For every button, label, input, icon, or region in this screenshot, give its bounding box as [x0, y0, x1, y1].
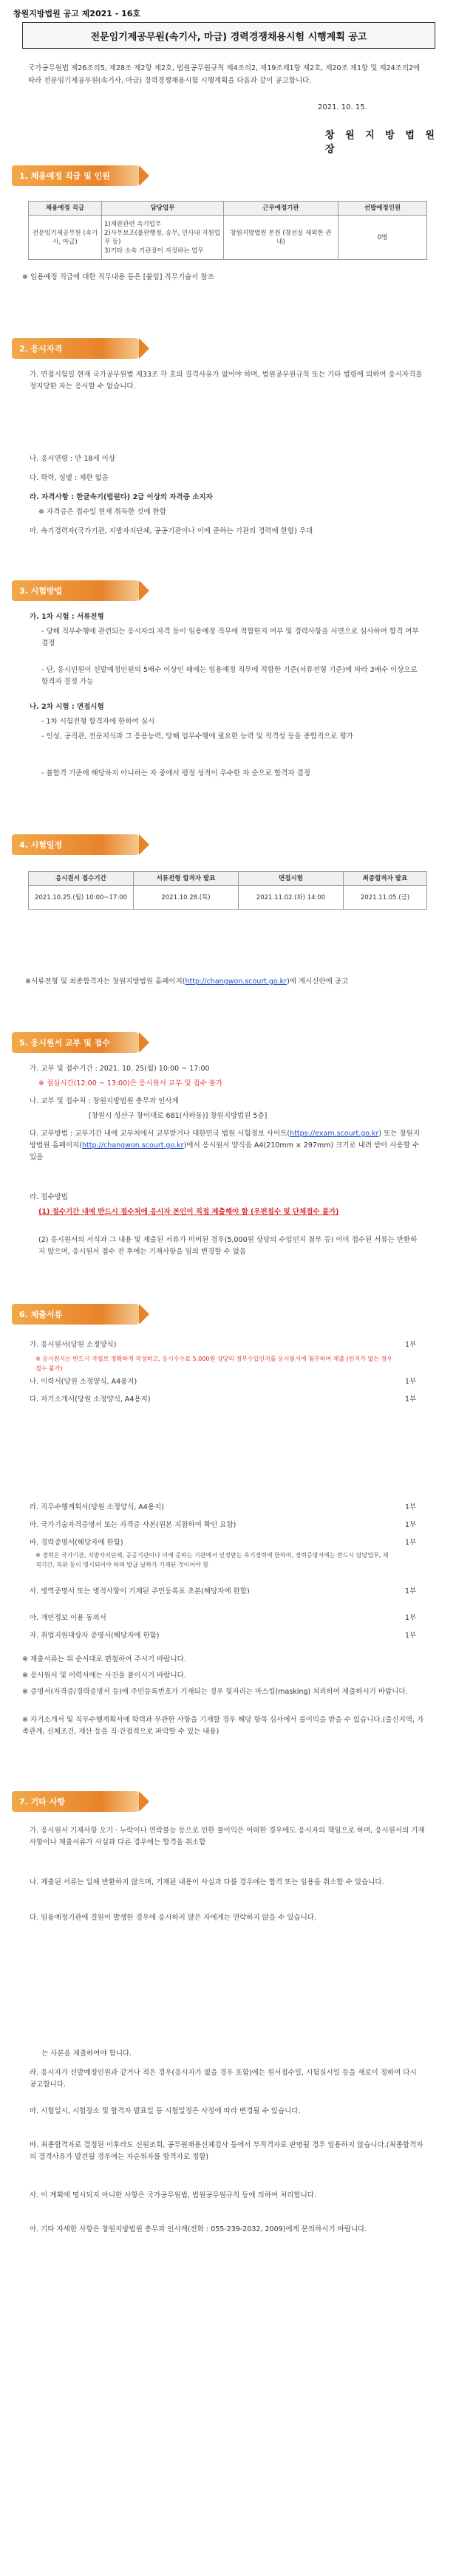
table-header: 서류전형 합격자 발표 — [134, 872, 239, 886]
table-cell-count: 0명 — [338, 216, 427, 260]
table-row — [29, 216, 427, 260]
section-2-title: 2. 응시자격 — [19, 344, 63, 354]
table-header-row — [29, 202, 427, 216]
application-address: [창원시 성산구 창이대로 681(사파동)] 창원지방법원 5층] — [89, 1112, 268, 1120]
document-note: ※ 경력은 국가기관, 지방자치단체, 공공기관이나 이에 준하는 기관에서 인정받는 속기경력에 한하며, 경력증명서에는 반드시 담당업무, 재직기간, 직위 등이 명시되어야 하며 발급 날짜가 기재된 것이어야 함 — [35, 1552, 389, 1568]
section-5-header — [12, 1032, 139, 1053]
document-count: 1부 — [405, 1539, 417, 1547]
document-count: 1부 — [405, 1503, 417, 1511]
section-3-title: 3. 시험방법 — [19, 586, 63, 596]
duty-item: 3)기타 소속 기관장이 지정하는 업무 — [104, 247, 204, 255]
table-cell: 2021.11.02.(화) 14:00 — [239, 886, 344, 910]
eligibility-ma: 마. 속기경력자(국가기관, 지방자치단체, 공공기관이나 이에 준하는 기관의 경력에 한함) 우대 — [30, 527, 313, 535]
section-arrow-icon — [139, 580, 149, 601]
signer: 창 원 지 방 법 원 장 — [325, 130, 438, 155]
application-place: 나. 교부 및 접수처 : 창원지방법원 총무과 인사계 — [30, 1097, 179, 1105]
table-cell-duties — [102, 216, 224, 260]
section-arrow-icon — [139, 1791, 149, 1812]
table-header: 면접시험 — [239, 872, 344, 886]
duty-item: 2)사무보조(물판행정, 송무, 민사내 지원업무 등) — [104, 229, 220, 246]
document-item: 자. 취업지원대상자 증명서(해당자에 한함) — [30, 1632, 160, 1640]
section-1-note: ※ 임용예정 직급에 대한 직무내용 등은 [붙임] 직무기술서 참조 — [22, 273, 214, 281]
application-period: 가. 교부 및 접수기간 : 2021. 10. 25(월) 10:00 ~ 17:00 — [30, 1065, 210, 1073]
document-item: 마. 국가기술자격증명서 또는 자격증 사본(원본 지참하여 확인 요함) — [30, 1521, 236, 1529]
section-arrow-icon — [139, 338, 149, 359]
table-header: 담당업무 — [102, 202, 224, 216]
misc-item: 가. 응시원서 기재사항 오기 · 누락이나 연락불능 등으로 인한 불이익은 어떠한 경우에도 응시자의 책임으로 하며, 응시원서의 기재사항이나 제출서류가 사실과 다른 경우에는 합격을 취소함 — [30, 1827, 425, 1847]
misc-item: 다. 임용예정기관에 결원이 발생한 경우에 응시하지 않은 자에게는 연락하지 않을 수 있습니다. — [30, 1914, 316, 1922]
document-count: 1부 — [405, 1395, 417, 1404]
section-1-header — [12, 165, 139, 186]
application-method-text: 다. 교부방법 : 교부기간 내에 교부처에서 교부받거나 대한민국 법원 시험정보 사이트( — [30, 1130, 290, 1138]
submission-rule-2: (2) 응시원서의 서식과 그 내용 및 제출된 서류가 미비된 경우(5,000원 상당의 수입인지 첨부 등) 이미 접수된 서류는 반환하지 않으며, 응시원서 접수 전 후에는 기재사항을 임의 변경할 수 없음 — [38, 1236, 418, 1256]
exam-stage-2-item: - 1차 시험전형 합격자에 한하여 실시 — [41, 718, 155, 726]
document-count: 1부 — [405, 1632, 417, 1640]
section-2-header — [12, 338, 139, 359]
misc-item: 나. 제출된 서류는 일체 반환하지 않으며, 기재된 내용이 사실과 다를 경우에는 합격 또는 임용을 취소할 수 있습니다. — [30, 1878, 384, 1886]
submission-rule-1: (1) 접수기간 내에 반드시 접수처에 응시자 본인이 직접 제출해야 함 (우편접수 및 단체접수 불가) — [38, 1208, 339, 1216]
document-notes-2: ※ 응시원서 및 이력서에는 사진을 붙이시기 바랍니다. — [22, 1672, 186, 1680]
application-method-text: )에서 응시원서 양식을 A4(210mm × 297mm) 크기로 내려 받아 사용할 수 있음 — [30, 1141, 420, 1161]
misc-item: 아. 기타 자세한 사항은 창원지방법원 총무과 인사계(전화 : 055-239-2032, 2009)에게 문의하시기 바랍니다. — [30, 2225, 367, 2233]
misc-item: 마. 시험일시, 시험장소 및 합격자 발표일 등 시험일정은 사정에 따라 변경될 수 있습니다. — [30, 2107, 301, 2115]
table-header: 근무예정기관 — [224, 202, 338, 216]
document-item: 나. 이력서(당원 소정양식, A4용지) — [30, 1378, 137, 1386]
table-cell-agency: 창원지방법원 본원 (창선실 제외한 관내) — [224, 216, 338, 260]
section-4-header — [12, 834, 139, 855]
misc-item: 사. 이 계획에 명시되지 아니한 사항은 국가공무원법, 법원공무원규칙 등에 의하여 처리합니다. — [30, 2191, 316, 2199]
misc-continuation: 는 사본을 제출하여야 합니다. — [41, 2050, 132, 2058]
section-arrow-icon — [139, 1304, 149, 1325]
notice-title-box — [22, 22, 435, 49]
intro-paragraph: 국가공무원법 제26조의5, 제28조 제2항 제2호, 법원공무원규칙 제4조의2, 제19조제1항 제2호, 제20조 제1항 및 제24조의2에 따라 전문임기제공무원(속기사, 마급) 경력경쟁채용시험 시행계획을 다음과 같이 공고합니다. — [28, 64, 421, 85]
document-note: ※ 응시원서는 반드시 자필로 정확하게 작성하고, 응시수수료 5,000원 상당의 정부수입인지를 응시원서에 첨부하여 제출 (인지가 없는 경우 접수 불가) — [35, 1356, 392, 1372]
schedule-table — [28, 871, 427, 910]
document-item: 아. 개인정보 이용 동의서 — [30, 1614, 106, 1622]
eligibility-da: 다. 학력, 성별 : 제한 없음 — [30, 474, 109, 482]
notice-date: 2021. 10. 15. — [318, 103, 367, 111]
table-header: 최종합격자 발표 — [344, 872, 427, 886]
misc-item: 라. 응시자가 선발예정인원과 같거나 적은 경우(응시자가 없을 경우 포함)에는 원서접수일, 시험실시일 등을 새로이 정하여 다시 공고합니다. — [30, 2069, 417, 2089]
document-item: 라. 직무수행계획서(당원 소정양식, A4용지) — [30, 1503, 164, 1511]
exam-stage-1-item: - 당해 직무수행에 관련되는 응시자의 자격 등이 임용예정 직무에 적합한지 여부 및 경력사항을 서면으로 심사하여 합격 여부 결정 — [41, 628, 419, 648]
eligibility-ra: 라. 자격사항 : 한글속기(법원타) 2급 이상의 자격증 소지자 — [30, 493, 213, 501]
notice-title: 전문임기제공무원(속기사, 마급) 경력경쟁채용시험 시행계획 공고 — [90, 31, 367, 43]
table-cell: 2021.11.05.(금) — [344, 886, 427, 910]
submission-method: 라. 접수방법 — [30, 1193, 68, 1201]
document-count: 1부 — [405, 1614, 417, 1622]
document-count: 1부 — [405, 1587, 417, 1596]
document-count: 1부 — [405, 1521, 417, 1529]
section-1-title: 1. 채용예정 직급 및 인원 — [19, 171, 110, 181]
exam-stage-2-item: - 불합격 기준에 해당하지 아니하는 자 중에서 평정 성적이 우수한 자 순으로 합격자 결정 — [41, 769, 310, 777]
section-5-title: 5. 응시원서 교부 및 접수 — [19, 1038, 110, 1048]
table-header: 채용예정 직급 — [29, 202, 102, 216]
document-notes-1: ※ 제출서류는 위 순서대로 편철하여 주시기 바랍니다. — [22, 1655, 186, 1663]
duty-item: 1)재판관련 속기업무 — [104, 220, 162, 228]
schedule-note-text: ※서류전형 및 최종합격자는 창원지방법원 홈페이지( — [25, 978, 186, 986]
positions-table — [28, 201, 427, 260]
document-item: 사. 병역증명서 또는 병적사항이 기재된 주민등록표 초본(해당자에 한함) — [30, 1587, 250, 1596]
document-item: 바. 경력증명서(해당자에 한함) — [30, 1539, 123, 1547]
exam-stage-2-item: - 인성, 공직관, 전문지식과 그 응용능력, 당해 업무수행에 필요한 능력 및 적격성 등을 종합적으로 평가 — [41, 732, 353, 741]
section-6-header — [12, 1304, 139, 1325]
eligibility-ga: 가. 면접시험일 현재 국가공무원법 제33조 각 호의 결격사유가 없어야 하며, 법원공무원규칙 또는 기타 법령에 의하여 응시자격을 정지당한 자는 응시할 수 없습니다. — [30, 371, 423, 391]
table-cell-grade: 전문임기제공무원 (속기사, 마급) — [29, 216, 102, 260]
document-count: 1부 — [405, 1341, 417, 1349]
notice-number: 창원지방법원 공고 제2021 - 16호 — [13, 9, 141, 18]
application-period-note: ※ 점심시간(12:00 ~ 13:00)은 응시원서 교부 및 접수 불가 — [38, 1079, 223, 1088]
exam-stage-1-item: - 단, 응시인원이 선발예정인원의 5배수 이상인 때에는 임용예정 직무에 적합한 기준(서류전형 기준)에 따라 3배수 이상으로 합격자 결정 가능 — [41, 666, 418, 686]
section-arrow-icon — [139, 165, 149, 186]
table-cell: 2021.10.25.(월) 10:00~17:00 — [29, 886, 134, 910]
schedule-note — [25, 976, 432, 988]
section-3-header — [12, 580, 139, 601]
section-arrow-icon — [139, 834, 149, 855]
exam-stage-1: 가. 1차 시험 : 서류전형 — [30, 613, 104, 621]
eligibility-ra-note: ※ 자격증은 접수일 현재 취득한 것에 한함 — [38, 508, 166, 516]
misc-item: 바. 최종합격자로 결정된 이후라도 신원조회, 공무원채용신체검사 등에서 부적격자로 판명될 경우 임용하지 않습니다.(최종합격자의 결격사유가 발견될 경우에는 자순위자를 합격자로 정함) — [30, 2141, 423, 2161]
table-row — [29, 886, 427, 910]
document-notes-3: ※ 증명서(자격증/경력증명서 등)에 주민등록번호가 기재되는 경우 뒷자리는 마스킹(masking) 처리하여 제출하시기 바랍니다. — [22, 1688, 408, 1696]
section-4-title: 4. 시험일정 — [19, 840, 63, 850]
section-7-title: 7. 기타 사항 — [19, 1797, 65, 1807]
document-notes-4: ※ 자기소개서 및 직무수행계획서에 학력과 무관한 사항을 기재할 경우 해당 항목 심사에서 불이익을 받을 수 있습니다.(출신지역, 가족관계, 신체조건, 재산 등을 직·간접적으로 파악할 수 있는 내용) — [22, 1716, 424, 1736]
section-arrow-icon — [139, 1032, 149, 1053]
court-homepage-link[interactable]: http://changwon.scourt.go.kr — [81, 1141, 184, 1150]
section-6-title: 6. 제출서류 — [19, 1310, 63, 1319]
table-header: 선발예정인원 — [338, 202, 427, 216]
application-method — [30, 1128, 425, 1164]
table-header: 응시원서 접수기간 — [29, 872, 134, 886]
document-count: 1부 — [405, 1378, 417, 1386]
section-7-header — [12, 1791, 139, 1812]
table-cell: 2021.10.28.(목) — [134, 886, 239, 910]
exam-stage-2: 나. 2차 시험 : 면접시험 — [30, 703, 104, 711]
table-header-row — [29, 872, 427, 886]
application-method-text: ) 또는 창원지방법원 홈페이지( — [30, 1130, 421, 1150]
court-homepage-link[interactable]: http://changwon.scourt.go.kr — [185, 978, 287, 986]
eligibility-na: 나. 응시연령 : 만 18세 이상 — [30, 455, 116, 463]
document-item: 다. 자기소개서(당원 소정양식, A4용지) — [30, 1395, 151, 1404]
exam-site-link[interactable]: https://exam.scourt.go.kr — [290, 1130, 379, 1138]
schedule-note-text: )에 게시신란에 공고 — [287, 978, 349, 986]
document-item: 가. 응시원서(당원 소정양식) — [30, 1341, 117, 1349]
